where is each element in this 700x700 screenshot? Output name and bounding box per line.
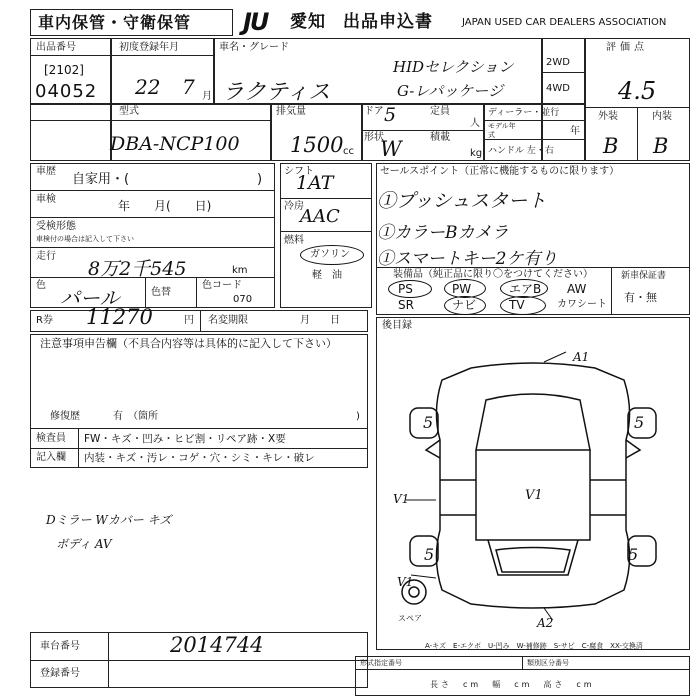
- drive-4wd: 4WD: [546, 83, 570, 94]
- equip-ps: PS: [398, 282, 413, 296]
- int-items: 内装・キズ・汚レ・コゲ・穴・シミ・キレ・破レ: [84, 452, 315, 464]
- history-close: ): [257, 172, 263, 187]
- fuel-diesel: 軽 油: [312, 270, 342, 281]
- reception-label: 受検形態: [36, 221, 76, 232]
- equip-navi: ナビ: [452, 298, 477, 312]
- circle-navi: [444, 296, 486, 315]
- equip-tv: TV: [509, 298, 525, 312]
- equip-pw: PW: [452, 282, 472, 296]
- recolor-label: 色替: [151, 287, 171, 298]
- sales-2: ①カラーBカメラ: [377, 223, 509, 243]
- repair-fields: 有 （箇所: [113, 411, 158, 422]
- sales-3: ①スマートキー2ケ有り: [377, 249, 558, 269]
- mark-5-front-left: 5: [423, 413, 434, 432]
- warranty-value: 有・無: [624, 291, 657, 304]
- ext-label: 外装: [598, 111, 618, 122]
- car-name: ラクティス: [222, 80, 331, 105]
- color: パール: [60, 286, 120, 310]
- int-label: 内装: [652, 111, 672, 122]
- mark-5-rear-left: 5: [424, 545, 435, 564]
- cc-unit: cc: [343, 146, 354, 157]
- ac: AAC: [300, 206, 340, 227]
- shape-label: 形状: [364, 132, 384, 143]
- mark-a2-rear: A2: [537, 616, 554, 630]
- mark-v1-rear: V1: [397, 575, 414, 589]
- color-code: 070: [233, 294, 253, 305]
- equip-leather: カワシート: [557, 299, 607, 310]
- model-year-label: モデル年式: [488, 122, 516, 139]
- mileage: 8万2千545: [88, 258, 187, 280]
- capacity-label: 定員: [430, 106, 450, 117]
- dims-label: 長さ cm 幅 cm 高さ cm: [430, 680, 595, 689]
- equip-sr: SR: [398, 298, 414, 312]
- history-value: 自家用・(: [72, 172, 130, 187]
- mark-5-rear-right: 5: [628, 545, 639, 564]
- reg-month: 7: [182, 75, 195, 99]
- class-label: 類別区分番号: [527, 659, 569, 667]
- mileage-label: 走行: [36, 251, 56, 262]
- ext-grade: B: [603, 134, 619, 158]
- chassis-label: 車台番号: [40, 641, 80, 652]
- spare-label: スペア: [398, 614, 422, 623]
- form-title: 出品申込書: [343, 12, 433, 32]
- car-diagram: [376, 340, 690, 620]
- storage-label: 車内保管・守衛保管: [38, 13, 192, 32]
- shape: W: [380, 137, 402, 161]
- reg-year: 22: [135, 75, 161, 99]
- fuel-label: 燃料: [284, 235, 304, 246]
- damage-legend: A-キズ E-エクボ U-凹み W-補修跡 S-サビ C-腐食 XX-交換済: [425, 642, 643, 650]
- history-label: 車歴: [36, 166, 56, 177]
- yen-unit: 円: [184, 315, 194, 326]
- repair-close: ): [356, 411, 360, 422]
- inspector-label: 検査員: [36, 433, 66, 444]
- org-name: 愛知: [290, 12, 326, 32]
- capacity-unit: 人: [470, 118, 480, 129]
- rename-fields: 月 日: [300, 315, 340, 326]
- lot-sub: [2102]: [44, 63, 84, 77]
- inspection-label: 車検: [36, 194, 56, 205]
- ac-label: 冷房: [284, 201, 304, 212]
- form-label: 形式指定番号: [360, 659, 402, 667]
- repair-label: 修復歴: [50, 411, 80, 422]
- model: DBA-NCP100: [110, 133, 240, 155]
- fuel-gasoline: ガソリン: [310, 249, 350, 260]
- logo-mark: JU: [243, 8, 268, 36]
- recycle-fee: 11270: [86, 305, 153, 329]
- circle-ps: [388, 280, 432, 298]
- entry-label: 記入欄: [36, 452, 66, 463]
- grade-line2: G-レパッケージ: [397, 82, 503, 100]
- equip-label: 装備品（純正品に限り〇をつけてください）: [393, 269, 593, 280]
- color-label: 色: [36, 280, 46, 291]
- inspection-fields: 年 月( 日): [118, 199, 212, 213]
- rear-seat-label: 後目録: [382, 320, 412, 331]
- year-unit: 年: [570, 126, 580, 137]
- grade-line1: HIDセレクション: [393, 58, 514, 76]
- month-unit: 月: [202, 91, 212, 102]
- reg-date-label: 初度登録年月: [119, 42, 179, 53]
- sales-label: セールスポイント（正常に機能するものに限ります）: [380, 166, 620, 177]
- doors: 5: [384, 104, 397, 126]
- int-grade: B: [653, 134, 669, 158]
- mark-v1-center: V1: [525, 488, 543, 503]
- color-code-label: 色コード: [202, 280, 242, 291]
- score-label: 評価点: [606, 42, 648, 53]
- handle-label: ハンドル 左・右: [488, 146, 554, 156]
- note-2: ボディ AV: [56, 537, 112, 551]
- shift: 1AT: [296, 172, 334, 194]
- reception-note: 車検付の場合は記入して下さい: [36, 235, 134, 243]
- door-label: ドア: [364, 106, 384, 117]
- drive-2wd: 2WD: [546, 57, 570, 68]
- shift-label: シフト: [284, 166, 314, 177]
- load-label: 積載: [430, 132, 450, 143]
- lot-number: 04052: [35, 81, 98, 102]
- load-unit: kg: [470, 148, 483, 159]
- chassis-number: 2014744: [170, 633, 264, 657]
- reg-label: 登録番号: [40, 668, 80, 679]
- score: 4.5: [618, 77, 657, 105]
- displacement-label: 排気量: [276, 106, 306, 117]
- dealer-label: ディーラー・並行: [488, 108, 560, 118]
- ext-items: FW・キズ・凹み・ヒビ割・リペア跡・X要: [84, 433, 286, 445]
- recycle-label: R券: [36, 315, 53, 326]
- mark-v1-left: V1: [393, 492, 410, 506]
- warranty-label: 新車保証書: [621, 271, 667, 281]
- note-1: Dミラー Wカバー キズ: [46, 513, 172, 527]
- mark-a1-front: A1: [573, 350, 590, 364]
- equip-airbag: エアB: [509, 282, 542, 296]
- association-name: JAPAN USED CAR DEALERS ASSOCIATION: [462, 17, 667, 28]
- lot-label: 出品番号: [36, 42, 76, 53]
- km-unit: km: [232, 265, 248, 276]
- rename-label: 名変期限: [208, 315, 248, 326]
- displacement: 1500: [290, 133, 344, 157]
- circle-tv: [500, 296, 546, 315]
- equip-aw: AW: [567, 282, 587, 296]
- car-name-label: 車名・グレード: [219, 42, 289, 53]
- sales-1: ①プッシュスタート: [377, 190, 547, 212]
- mark-5-front-right: 5: [634, 413, 645, 432]
- notes-label: 注意事項申告欄（不具合内容等は具体的に記入して下さい）: [40, 337, 337, 350]
- model-label: 型式: [119, 106, 139, 117]
